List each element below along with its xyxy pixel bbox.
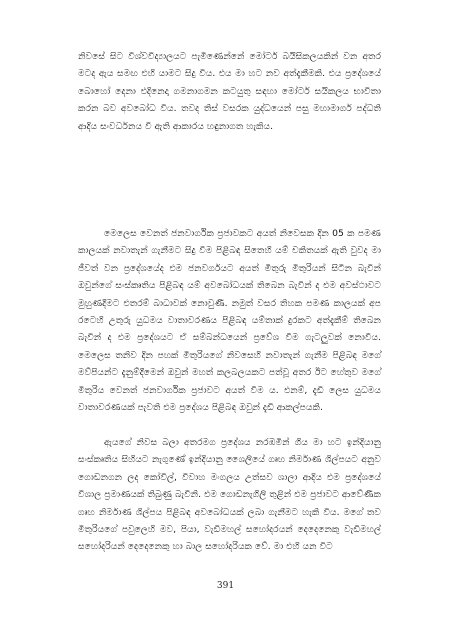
paragraph-2-text: මෙලෙස වෙනත් ජනවාර්ගික ප්‍රජාවකට අයත් නිවෙසක දින 05 ක පමණ කාලයක් නවාතැන් ගැනීමට සිදු වීම පිළිබඳ සිතෙහි යම් චකිතයක් ඇති වුවද මා ජීවත් වන ප්‍රදේශයේද එම ජනවර්ගයට අයත් මිතුරු මිතුරියන් සිටින බැවින් ඔවුන්ගේ සංස්කෘතිය පිළිබඳ යම් අවබෝධයක් තිබෙන බැවින් ද එම අවස්ථාවට මුහුණදීමට එතරම් බාධාවක් නොවුණි. නමුත් වසර තිහක පමණ කාලයක් අප රටෙහි උතුරු යුධමය වාතාවරණය පිළිබඳ යම්තාක් දුරකට අත්දැකීම් තිබෙන බැවින් ද එම ප්‍රදේශයට ඒ සම්බන්ධයෙන් ප්‍රවේශ වීම ගැටලුවක් නොවීය. මෙලෙස තනිව දින පහක් මිතුරියගේ නිවසෙහි නවාතැන් ගැනීම පිළිබඳ මගේ මව්පියන්ට දැනුම්දීමෙන් ඔවුන් මහත් කලබලයකට පත්වූ අතර ඊට හේතුව මගේ මිතුරිය වෙනත් ජනවාර්ගික ප්‍රජාවට අයත් වීම ය. එනම්, දැඩි ලෙස යුධමය වාතාවරණයක් පැවති එම ප්‍රදේශය පිළිබඳ ඔවුන් දැඩි ආකල්පයකි. bbox=[78, 228, 381, 414]
paragraph-2 bbox=[78, 225, 381, 416]
page-number: 391 bbox=[216, 581, 235, 591]
paragraph-1 bbox=[78, 48, 381, 135]
paragraph-1-text: නිවසේ සිට විශ්වවිද්‍යාලයට පැමිණෙන්නේ මෝටර් බයිසිකලයකින් වන අතර මටද ඇය සමඟ එහි යාමට සිදු විය. එය මා හට නව අත්දැකීමකි. එය ප්‍රදේශයේ බොහෝ දෙනා එදිනෙදා ගමනාගමන කටයුතු සඳහා මෝටර් සයිකලය භාවිතා කරන බව අවබෝධ විය. තවද තිස් වසරක යුද්ධයෙන් පසු මහාමාර්ග පද්ධති ආදිය සංවර්ධනය වී ඇති ආකාරය හඳුනාගත හැකිය. bbox=[78, 51, 381, 132]
paragraph-3-text: ඇයගේ නිවස බලා අතරමග ප්‍රදේශය නරඹමින් ගිය මා හට ඉන්දියානු සංස්කෘතිය සිහියට නැගුණේ ඉන්දියානු ශෛලියේ ගෘහ නිර්මාණ ශිල්පයට අනුව ගොඩනගන ලද කෝවිල්, විවාහ මංගලය උත්සව ශාලා ආදිය එම ප්‍රදේශයේ විශාල ප්‍රමාණයක් තිබුණු බැවිනි. එම ගොඩනැගිලි තුළින් එම ප්‍රජාවට ආවේණික ගෘහ නිර්මාණ ශිල්පය පිළිබඳ අවබෝධයක් ලබා ගැනීමට හැකි විය. මගේ තව මිතුරියගේ පවුලෙහි මව, පියා, වැඩිමහල් සහෝදරයන් දෙදෙනෙකු වැඩිමහල් සහෝදරියන් දෙදෙනෙකු හා බාල සහෝදරියක වේ. මා එහි යන විට bbox=[78, 437, 381, 553]
paragraph-3 bbox=[78, 434, 381, 556]
